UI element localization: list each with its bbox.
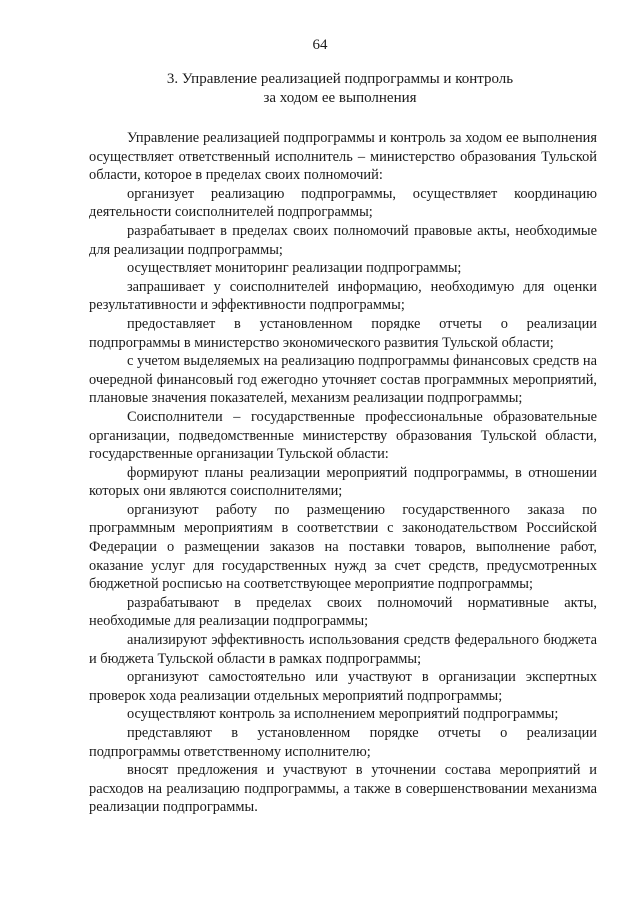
paragraph: анализируют эффективность использования средств федерального бюджета и бюджета Тульской области в рамках подпрограммы; <box>89 632 597 667</box>
paragraph: с учетом выделяемых на реализацию подпрограммы финансовых средств на очередной финансовый год ежегодно уточняет состав программных мероприятий, плановые значения показателей, механизм реализации подпрограммы; <box>89 353 597 407</box>
paragraph: Соисполнители – государственные профессиональные образовательные организации, подведомственные министерству образования Тульской области, государственные организации Тульской области: <box>89 408 597 463</box>
page-number: 64 <box>312 37 328 53</box>
paragraph: организуют самостоятельно или участвуют в организации экспертных проверок хода реализации отдельных мероприятий подпрограммы; <box>89 669 597 704</box>
paragraph: осуществляет мониторинг реализации подпрограммы; <box>127 260 462 277</box>
paragraph: разрабатывает в пределах своих полномочий правовые акты, необходимые для реализации подпрограммы; <box>89 222 597 258</box>
paragraph: предоставляет в установленном порядке отчеты о реализации подпрограммы в министерство экономического развития Тульской области; <box>89 315 597 351</box>
paragraph: осуществляют контроль за исполнением мероприятий подпрограммы; <box>127 706 559 723</box>
section-heading-line-1: 3. Управление реализацией подпрограммы и контроль <box>166 71 514 87</box>
paragraph: формируют планы реализации мероприятий подпрограммы, в отношении которых они являются соисполнителями; <box>89 464 597 500</box>
paragraph: запрашивает у соисполнителей информацию, необходимую для оценки результативности и эффективности подпрограммы; <box>89 278 597 314</box>
paragraph: разрабатывают в пределах своих полномочий нормативные акты, необходимые для реализации подпрограммы; <box>89 594 597 630</box>
paragraph: организуют работу по размещению государственного заказа по программным мероприятиям в соответствии с законодательством Российской Федерации о размещении заказов на поставки товаров, выполнение работ, оказание услуг для государственных нужд за счет средств, предусмотренных бюджетной росписью на соответствующее мероприятие подпрограммы; <box>89 501 597 593</box>
paragraph: вносят предложения и участвуют в уточнении состава мероприятий и расходов на реализацию подпрограммы, а также в совершенствовании механизма реализации подпрограммы. <box>89 762 597 816</box>
paragraph: представляют в установленном порядке отчеты о реализации подпрограммы ответственному исполнителю; <box>89 725 597 760</box>
section-heading-line-2: за ходом ее выполнения <box>263 90 417 106</box>
body-text <box>89 129 597 817</box>
paragraph: организует реализацию подпрограммы, осуществляет координацию деятельности соисполнителей подпрограммы; <box>89 185 597 221</box>
section-heading <box>130 70 550 108</box>
paragraph: Управление реализацией подпрограммы и контроль за ходом ее выполнения осуществляет ответственный исполнитель – министерство образования Тульской области, которое в пределах своих полномочий: <box>89 130 597 184</box>
